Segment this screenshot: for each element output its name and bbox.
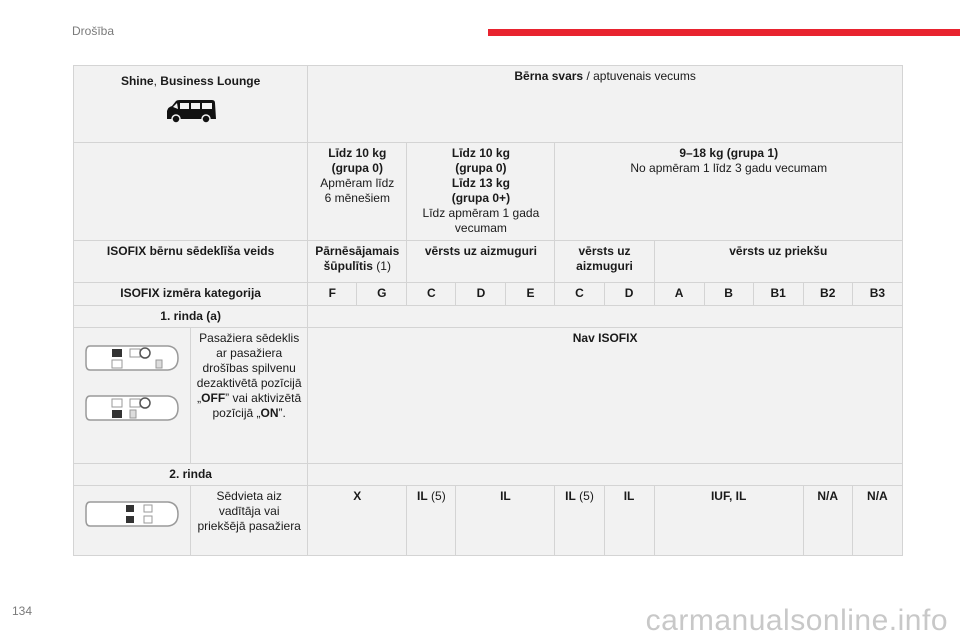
row-1-label: 1. rinda (a)	[74, 306, 308, 328]
mpv-car-icon	[164, 97, 218, 125]
seat-type-rear-1: vērsts uz aizmuguri	[407, 241, 555, 283]
car-topview-front-seat-icon	[82, 338, 182, 378]
car-topview-rear-seat-icon	[82, 494, 182, 534]
row-1-value: Nav ISOFIX	[308, 328, 903, 464]
size-cell: D	[456, 283, 506, 306]
row-2-value: N/A	[852, 486, 902, 556]
weight-header-cell: Bērna svars / aptuvenais vecums	[308, 66, 903, 143]
front-seat-description: Pasažiera sēdeklis ar pasažiera drošības spilvenu dezaktivētā pozīcijā „OFF” vai aktivizētā pozīcijā „ON”.	[191, 328, 308, 464]
trim-cell: Shine, Business Lounge	[74, 66, 308, 143]
row-2-value: X	[308, 486, 407, 556]
section-title: Drošība	[72, 24, 115, 38]
row-2-value: N/A	[803, 486, 852, 556]
size-cell: D	[604, 283, 654, 306]
table-row	[74, 306, 903, 328]
group-0-plus-cell: Līdz 10 kg (grupa 0) Līdz 13 kg (grupa 0+) Līdz apmēram 1 gada vecumam	[407, 143, 555, 241]
watermark: carmanualsonline.info	[645, 604, 948, 637]
table-row	[74, 464, 903, 486]
table-row	[74, 328, 903, 464]
rear-seat-diagram-cell	[74, 486, 191, 556]
table-row	[74, 241, 903, 283]
trim-name-2: Business Lounge	[160, 74, 261, 88]
seat-type-carrycot: Pārnēsājamais šūpulītis (1)	[308, 241, 407, 283]
table-row	[74, 486, 903, 556]
row-2-label: 2. rinda	[74, 464, 308, 486]
row-2-value: IUF, IL	[654, 486, 803, 556]
seat-type-rear-2: vērsts uz aizmuguri	[555, 241, 654, 283]
group-0-carrycot-cell: Līdz 10 kg (grupa 0) Apmēram līdz 6 mēnešiem	[308, 143, 407, 241]
header-accent-bar	[488, 29, 960, 36]
car-topview-front-seat-icon-2	[82, 388, 182, 428]
size-cell: E	[506, 283, 555, 306]
size-category-label: ISOFIX izmēra kategorija	[74, 283, 308, 306]
table-row	[74, 283, 903, 306]
size-cell: G	[357, 283, 407, 306]
size-cell: B3	[852, 283, 902, 306]
seat-type-label: ISOFIX bērnu sēdeklīša veids	[74, 241, 308, 283]
row-2-value: IL (5)	[407, 486, 456, 556]
size-cell: C	[555, 283, 604, 306]
isofix-table	[73, 65, 903, 556]
front-seat-diagram-cell	[74, 328, 191, 464]
table-row	[74, 143, 903, 241]
seat-type-front: vērsts uz priekšu	[654, 241, 902, 283]
group-1-cell: 9–18 kg (grupa 1) No apmēram 1 līdz 3 gadu vecumam	[555, 143, 903, 241]
size-cell: B2	[803, 283, 852, 306]
size-cell: C	[407, 283, 456, 306]
table-row	[74, 66, 903, 143]
trim-name: Shine	[120, 74, 154, 88]
size-cell: F	[308, 283, 357, 306]
page-number: 134	[12, 604, 33, 618]
size-cell: A	[654, 283, 704, 306]
row-2-value: IL (5)	[555, 486, 604, 556]
size-cell: B	[704, 283, 753, 306]
row-2-value: IL	[604, 486, 654, 556]
rear-seat-description: Sēdvieta aiz vadītāja vai priekšējā pasažiera	[191, 486, 308, 556]
row-2-value: IL	[456, 486, 555, 556]
size-cell: B1	[753, 283, 803, 306]
